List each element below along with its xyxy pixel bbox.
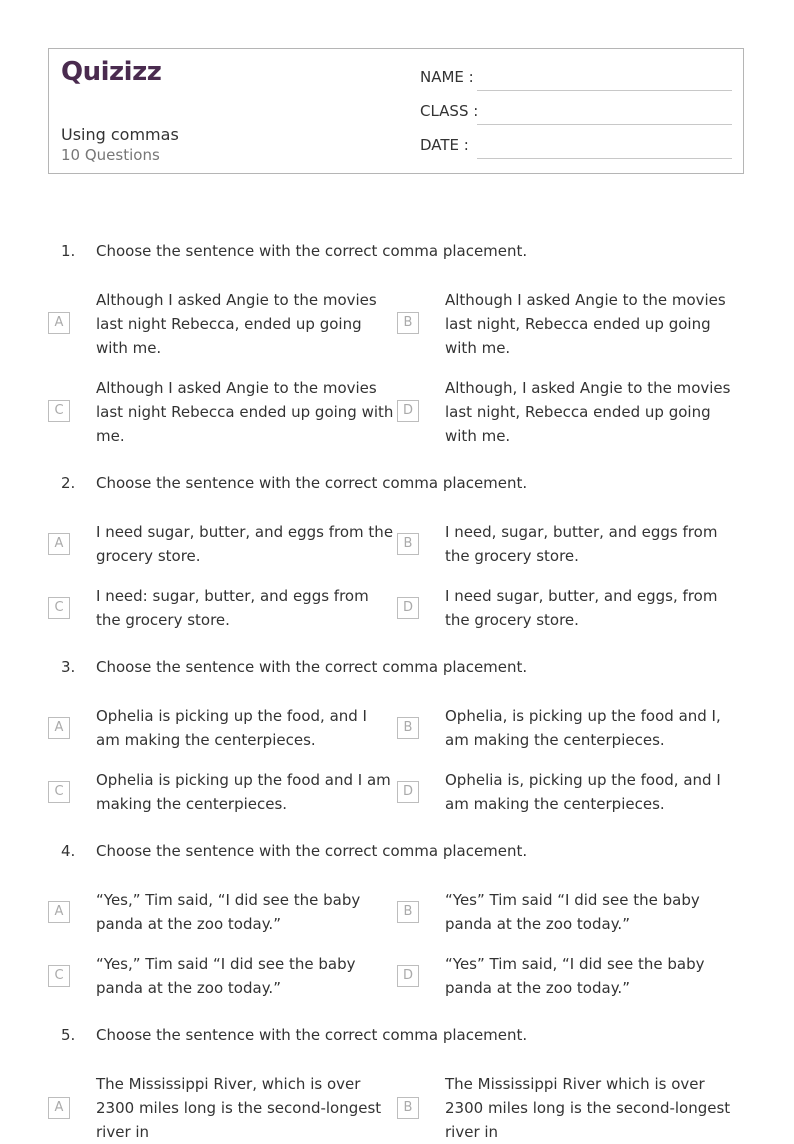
option-b-box[interactable]: B (397, 717, 419, 739)
quizizz-logo: Quizizz (61, 57, 162, 87)
option-d-text: I need sugar, butter, and eggs, from the grocery store. (445, 587, 718, 629)
question-prompt: Choose the sentence with the correct comma placement. (96, 842, 528, 860)
class-line (477, 124, 732, 125)
question-number: 5. (61, 1026, 76, 1044)
question-prompt: Choose the sentence with the correct comma placement. (96, 242, 528, 260)
option-b-box[interactable]: B (397, 901, 419, 923)
option-c-text: I need: sugar, butter, and eggs from the grocery store. (96, 587, 369, 629)
question-prompt: Choose the sentence with the correct comma placement. (96, 474, 528, 492)
option-c-box[interactable]: C (48, 781, 70, 803)
option-d-text: Ophelia is, picking up the food, and I am making the centerpieces. (445, 771, 721, 813)
question-prompt: Choose the sentence with the correct comma placement. (96, 658, 528, 676)
option-b-text: Ophelia, is picking up the food and I, am making the centerpieces. (445, 707, 721, 749)
question-number: 2. (61, 474, 76, 492)
option-d-text: Although, I asked Angie to the movies last night, Rebecca ended up going with me. (445, 379, 731, 445)
worksheet-header (48, 48, 744, 174)
option-b-box[interactable]: B (397, 533, 419, 555)
option-a-text: I need sugar, butter, and eggs from the grocery store. (96, 523, 394, 565)
option-c-text: Although I asked Angie to the movies last night Rebecca ended up going with me. (96, 379, 394, 445)
date-label: DATE : (420, 136, 469, 154)
option-d-box[interactable]: D (397, 965, 419, 987)
name-line (477, 90, 732, 91)
option-b-text: “Yes” Tim said “I did see the baby panda at the zoo today.” (445, 891, 700, 933)
option-a-box[interactable]: A (48, 312, 70, 334)
option-c-box[interactable]: C (48, 597, 70, 619)
option-a-text: Although I asked Angie to the movies last night Rebecca, ended up going with me. (96, 291, 377, 357)
option-b-text: I need, sugar, butter, and eggs from the grocery store. (445, 523, 718, 565)
worksheet-title: Using commas (61, 125, 179, 144)
question-prompt: Choose the sentence with the correct comma placement. (96, 1026, 528, 1044)
option-d-box[interactable]: D (397, 781, 419, 803)
date-field[interactable] (420, 136, 732, 160)
option-b-text: The Mississippi River which is over 2300 miles long is the second-longest river in (445, 1075, 731, 1141)
question-number: 3. (61, 658, 76, 676)
option-d-box[interactable]: D (397, 400, 419, 422)
question-count: 10 Questions (61, 146, 160, 164)
option-a-box[interactable]: A (48, 717, 70, 739)
option-b-box[interactable]: B (397, 312, 419, 334)
date-line (477, 158, 732, 159)
option-a-box[interactable]: A (48, 901, 70, 923)
option-c-text: “Yes,” Tim said “I did see the baby panda at the zoo today.” (96, 955, 356, 997)
question-number: 4. (61, 842, 76, 860)
option-a-text: Ophelia is picking up the food, and I am making the centerpieces. (96, 707, 367, 749)
option-c-box[interactable]: C (48, 965, 70, 987)
option-a-box[interactable]: A (48, 1097, 70, 1119)
option-c-text: Ophelia is picking up the food and I am making the centerpieces. (96, 771, 391, 813)
option-a-text: “Yes,” Tim said, “I did see the baby panda at the zoo today.” (96, 891, 361, 933)
option-a-box[interactable]: A (48, 533, 70, 555)
question-number: 1. (61, 242, 76, 260)
option-d-text: “Yes” Tim said, “I did see the baby panda at the zoo today.” (445, 955, 705, 997)
class-field[interactable] (420, 102, 732, 126)
option-c-box[interactable]: C (48, 400, 70, 422)
name-label: NAME : (420, 68, 474, 86)
option-b-box[interactable]: B (397, 1097, 419, 1119)
class-label: CLASS : (420, 102, 479, 120)
option-d-box[interactable]: D (397, 597, 419, 619)
option-b-text: Although I asked Angie to the movies last night, Rebecca ended up going with me. (445, 291, 726, 357)
name-field[interactable] (420, 68, 732, 92)
option-a-text: The Mississippi River, which is over 2300 miles long is the second-longest river in (96, 1075, 382, 1141)
